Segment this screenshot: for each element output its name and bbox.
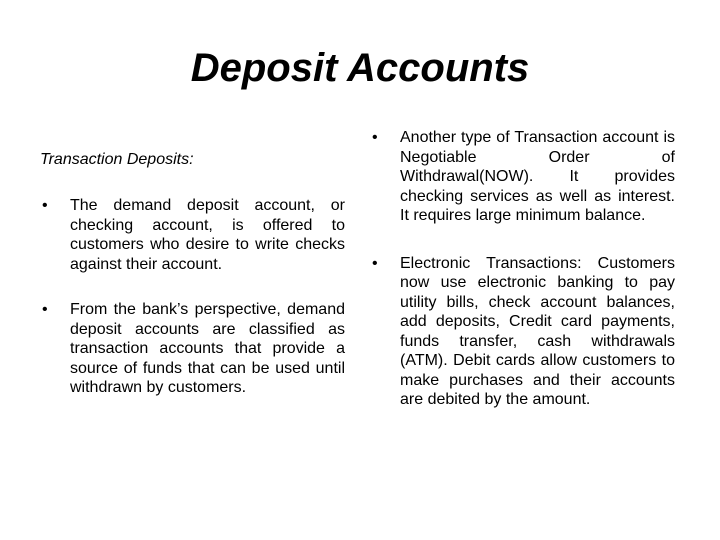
bullet-icon: •: [42, 197, 48, 214]
bullet-text: Electronic Transactions: Customers now use electronic banking to pay utility bills, check account balances, add deposits, Credit card payments, funds transfer, cash withdrawals (ATM). Debit cards allow customers to make purchases and their accounts are debited by the amount.: [400, 254, 675, 408]
slide-title: Deposit Accounts: [190, 46, 530, 90]
bullet-item: [40, 300, 345, 398]
right-column: [370, 128, 675, 438]
bullet-icon: •: [372, 129, 378, 146]
bullet-text: The demand deposit account, or checking account, is offered to customers who desire to write checks against their account.: [70, 197, 345, 273]
bullet-item: [370, 254, 675, 410]
bullet-text: Another type of Transaction account is Negotiable Order of Withdrawal(NOW). It provides checking services as well as interest. It requires large minimum balance.: [400, 129, 675, 224]
bullet-icon: •: [42, 301, 48, 318]
section-subheading: Transaction Deposits:: [40, 151, 194, 168]
bullet-item: [370, 128, 675, 226]
left-bullet-list: [40, 196, 345, 398]
bullet-text: From the bank’s perspective, demand deposit accounts are classified as transaction accounts that provide a source of funds that can be used until withdrawn by customers.: [70, 301, 345, 396]
right-bullet-list: [370, 128, 675, 410]
left-column: [40, 150, 345, 424]
bullet-item: [40, 196, 345, 274]
bullet-icon: •: [372, 254, 378, 272]
